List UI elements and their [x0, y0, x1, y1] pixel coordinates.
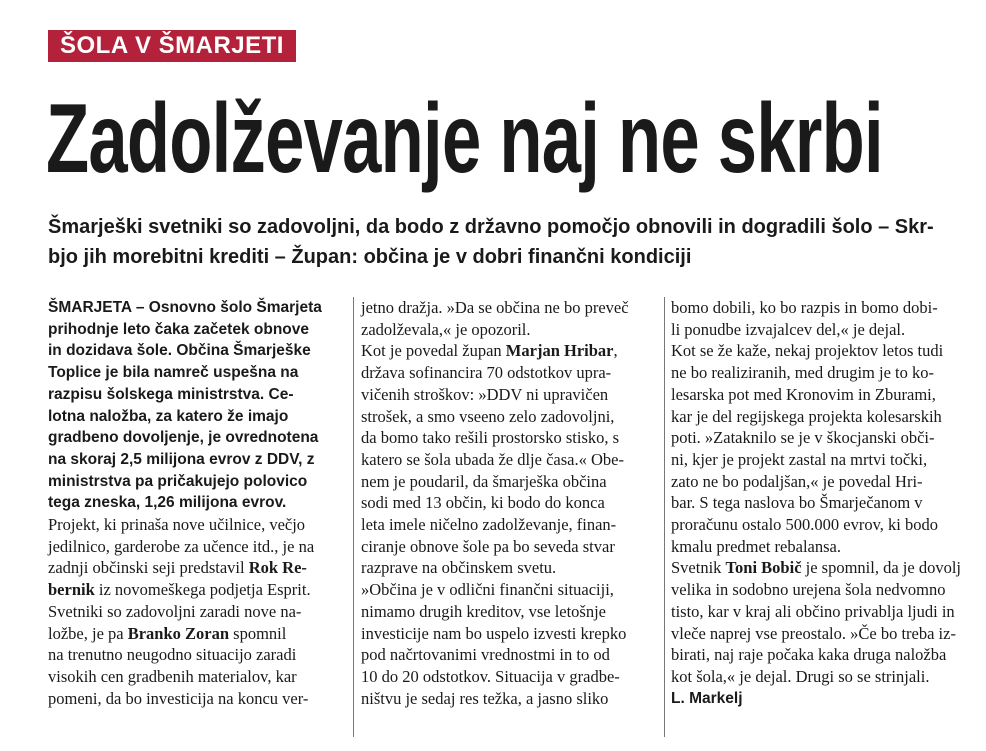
- person-name: Toni Bobič: [725, 558, 802, 578]
- text-line: ništvu je sedaj res težka, a jasno sliko: [361, 688, 609, 708]
- section-kicker: ŠOLA V ŠMARJETI: [48, 30, 296, 62]
- text-line: [48, 623, 348, 645]
- text-run: ložbe, je pa: [48, 623, 128, 643]
- text-line: gradbeno dovoljenje, je ovrednotena: [48, 429, 319, 447]
- text-line: investicije nam bo uspelo izvesti krepko: [361, 623, 627, 643]
- text-line: ministrstva pa pričakujejo polovico: [48, 472, 308, 490]
- text-run: Svetnik: [671, 558, 726, 578]
- text-line: jetno dražja. »Da se občina ne bo preveč: [361, 298, 629, 317]
- article-column-2: [361, 297, 658, 709]
- text-line: kmalu predmet rebalansa.: [671, 536, 841, 556]
- text-line: [671, 557, 961, 579]
- text-line: na trenutno neugodno situacijo zaradi: [48, 645, 297, 665]
- text-line: prihodnje leto čaka začetek obnove: [48, 320, 309, 338]
- text-line: država sofinancira 70 odstotkov upra-: [361, 363, 612, 383]
- text-line: strošek, a smo vseeno zelo zadovoljni,: [361, 406, 615, 426]
- text-run: spomnil: [229, 623, 287, 643]
- text-line: katero se šola ubada že dlje časa.« Obe-: [361, 449, 624, 469]
- text-line: [48, 579, 348, 601]
- text-line: tega zneska, 1,26 milijona evrov.: [48, 494, 287, 512]
- text-line: na skoraj 2,5 milijona evrov z DDV, z: [48, 450, 315, 468]
- column-divider: [664, 297, 665, 737]
- text-line: ciranje obnove šole pa bo seveda stvar: [361, 536, 615, 556]
- person-name: Marjan Hribar: [505, 341, 614, 361]
- person-name: Rok Re-: [248, 558, 307, 578]
- author-byline: L. Markelj: [671, 689, 743, 707]
- article-column-3: [671, 297, 961, 709]
- text-line: lotna naložba, za katero že imajo: [48, 407, 289, 425]
- headline: Zadolževanje naj ne skrbi: [46, 83, 883, 193]
- text-line: [361, 340, 658, 362]
- text-line: Projekt, ki prinaša nove učilnice, večjo: [48, 515, 306, 535]
- subheadline: [48, 212, 958, 272]
- text-run: je spomnil, da je dovolj: [801, 558, 961, 578]
- person-name: Branko Zoran: [127, 623, 230, 643]
- text-line: birati, naj raje počaka kaka druga naložba: [671, 645, 947, 665]
- text-line: »Občina je v odlični finančni situaciji,: [361, 580, 614, 600]
- column-divider: [353, 297, 354, 737]
- text-line: kar je del regijskega projekta kolesarskih: [671, 406, 942, 426]
- text-line: zato ne bo podaljšan,« je povedal Hri-: [671, 471, 923, 491]
- text-run: ,: [613, 341, 618, 361]
- text-line: vleče naprej vse preostalo. »Če bo treba iz-: [671, 623, 956, 643]
- lead-paragraph: [48, 297, 348, 514]
- subheadline-line: bjo jih morebitni krediti – Župan: občina je v dobri finančni kondiciji: [48, 246, 692, 268]
- text-line: bomo dobili, ko bo razpis in bomo dobi-: [671, 298, 938, 317]
- text-line: sodi med 13 občin, ki bodo do konca: [361, 493, 605, 513]
- text-line: tisto, kar v kraj ali občino privablja ljudi in: [671, 601, 955, 621]
- body-paragraph: [48, 514, 348, 601]
- text-line: Kot se že kaže, nekaj projektov letos tudi: [671, 341, 944, 361]
- text-line: kot šola,« je dejal. Drugi so se strinjali.: [671, 666, 930, 686]
- text-line: proračunu ostalo 500.000 evrov, ki bodo: [671, 515, 939, 535]
- text-line: nem je poudaril, da šmarješka občina: [361, 471, 607, 491]
- text-line: bar. S tega naslova bo Šmarječanom v: [671, 493, 923, 513]
- text-line: in dozidava šole. Občina Šmarješke: [48, 342, 311, 360]
- article-column-1: [48, 297, 348, 709]
- text-line: pod načrtovanimi vrednostmi in to od: [361, 645, 610, 665]
- body-paragraph: [48, 601, 348, 710]
- text-line: Svetniki so zadovoljni zaradi nove na-: [48, 601, 302, 621]
- text-line: [48, 557, 348, 579]
- text-line: vičenih stroškov: »DDV ni upravičen: [361, 384, 609, 404]
- text-line: nimamo drugih kreditov, vse letošnje: [361, 601, 607, 621]
- text-line: leta imele ničelno zadolževanje, finan-: [361, 515, 617, 535]
- text-line: da bomo tako rešili prostorsko stisko, s: [361, 428, 620, 448]
- text-line: ŠMARJETA – Osnovno šolo Šmarjeta: [48, 299, 322, 316]
- text-line: ne bo realiziranih, med drugim je to ko-: [671, 363, 935, 383]
- text-line: razprave na občinskem svetu.: [361, 558, 557, 578]
- text-line: velika in sodobno urejena šola nedvomno: [671, 580, 946, 600]
- text-line: 10 do 20 odstotkov. Situacija v gradbe-: [361, 666, 620, 686]
- text-run: zadnji občinski seji predstavil: [48, 558, 249, 578]
- text-line: jedilnico, garderobe za učence itd., je na: [48, 536, 315, 556]
- text-run: iz novomeškega podjetja Esprit.: [94, 580, 311, 600]
- text-line: zadolževala,« je opozoril.: [361, 319, 531, 339]
- text-line: li ponudbe izvajalcev del,« je dejal.: [671, 319, 906, 339]
- subheadline-line: Šmarješki svetniki so zadovoljni, da bodo z državno pomočjo obnovili in dogradili šolo – Skr-: [48, 216, 934, 238]
- text-line: razpisu šolskega ministrstva. Ce-: [48, 385, 294, 403]
- text-line: lesarska pot med Kronovim in Zburami,: [671, 384, 936, 404]
- text-line: poti. »Zataknilo se je v škocjanski obči-: [671, 428, 935, 448]
- text-run: Kot je povedal župan: [361, 341, 506, 361]
- text-line: Toplice je bila namreč uspešna na: [48, 364, 299, 382]
- text-line: pomeni, da bo investicija na koncu ver-: [48, 688, 309, 708]
- person-name: bernik: [48, 580, 95, 600]
- text-line: ni, kjer je projekt zastal na mrtvi točki,: [671, 449, 928, 469]
- text-line: visokih cen gradbenih materialov, kar: [48, 666, 297, 686]
